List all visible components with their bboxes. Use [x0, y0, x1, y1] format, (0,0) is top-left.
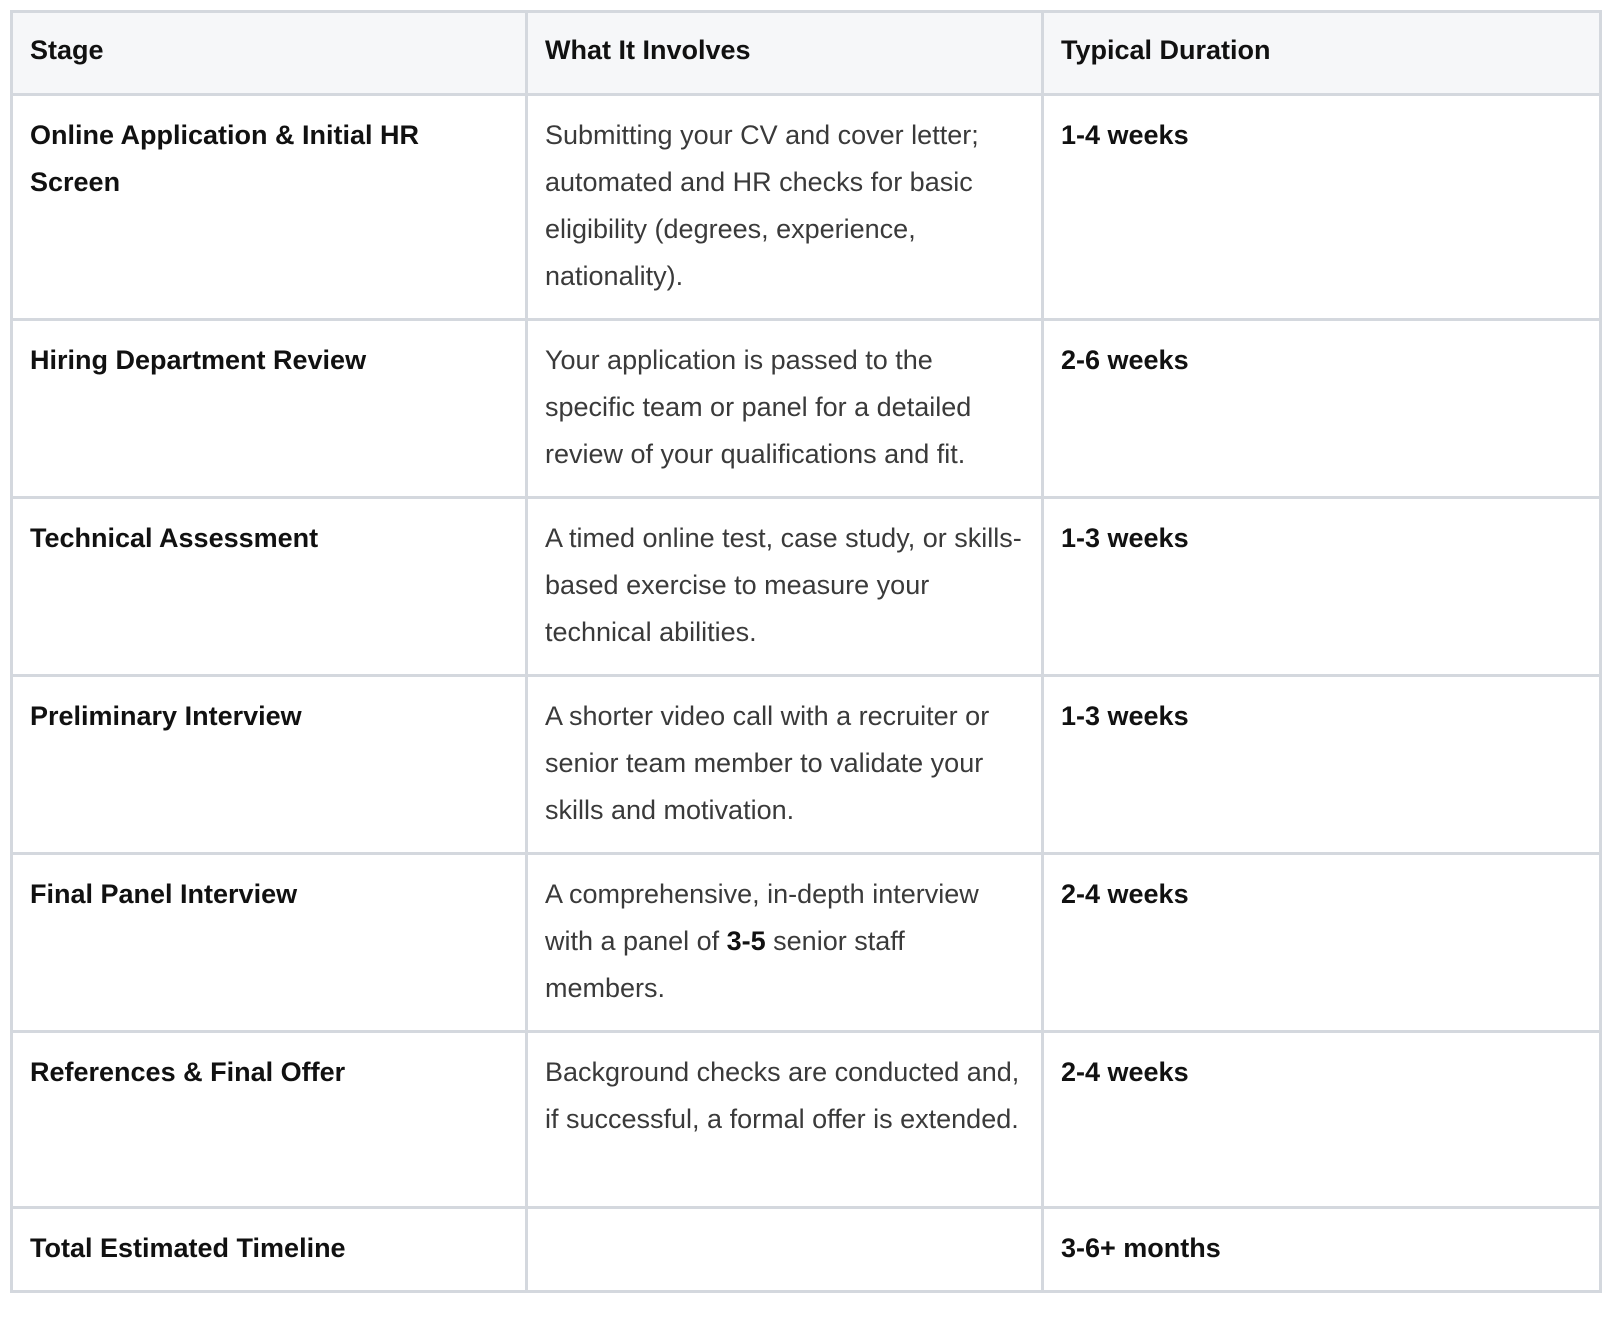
table-row [12, 320, 1601, 498]
stage-cell: Hiring Department Review [12, 320, 527, 498]
involves-cell: Submitting your CV and cover letter; automated and HR checks for basic eligibility (degrees, experience, nationality). [527, 95, 1043, 320]
stage-cell: Technical Assessment [12, 498, 527, 676]
table-row [12, 1032, 1601, 1208]
hiring-stages-table [10, 10, 1602, 1293]
table-row-total [12, 1208, 1601, 1292]
duration-cell: 1-4 weeks [1043, 95, 1601, 320]
table-row [12, 498, 1601, 676]
duration-cell: 2-4 weeks [1043, 854, 1601, 1032]
header-typical-duration: Typical Duration [1043, 12, 1601, 95]
stage-cell: Total Estimated Timeline [12, 1208, 527, 1292]
involves-cell: A timed online test, case study, or skills-based exercise to measure your technical abilities. [527, 498, 1043, 676]
stage-cell: References & Final Offer [12, 1032, 527, 1208]
header-stage: Stage [12, 12, 527, 95]
duration-cell: 2-4 weeks [1043, 1032, 1601, 1208]
involves-bold-count: 3-5 [726, 926, 766, 956]
stage-cell: Online Application & Initial HR Screen [12, 95, 527, 320]
duration-cell: 2-6 weeks [1043, 320, 1601, 498]
involves-cell: Your application is passed to the specific team or panel for a detailed review of your qualifications and fit. [527, 320, 1043, 498]
stage-cell: Final Panel Interview [12, 854, 527, 1032]
involves-cell: Background checks are conducted and, if successful, a formal offer is extended. [527, 1032, 1043, 1208]
table-header-row [12, 12, 1601, 95]
table-row [12, 95, 1601, 320]
duration-cell: 1-3 weeks [1043, 676, 1601, 854]
involves-cell: A shorter video call with a recruiter or senior team member to validate your skills and motivation. [527, 676, 1043, 854]
header-what-it-involves: What It Involves [527, 12, 1043, 95]
table-row [12, 854, 1601, 1032]
involves-text-end: senior staff members. [545, 926, 905, 1003]
table-row [12, 676, 1601, 854]
stage-cell: Preliminary Interview [12, 676, 527, 854]
involves-text-start: A comprehensive, in-depth interview with a panel of [545, 879, 979, 956]
duration-cell: 1-3 weeks [1043, 498, 1601, 676]
involves-cell [527, 854, 1043, 1032]
duration-cell: 3-6+ months [1043, 1208, 1601, 1292]
involves-cell-empty [527, 1208, 1043, 1292]
